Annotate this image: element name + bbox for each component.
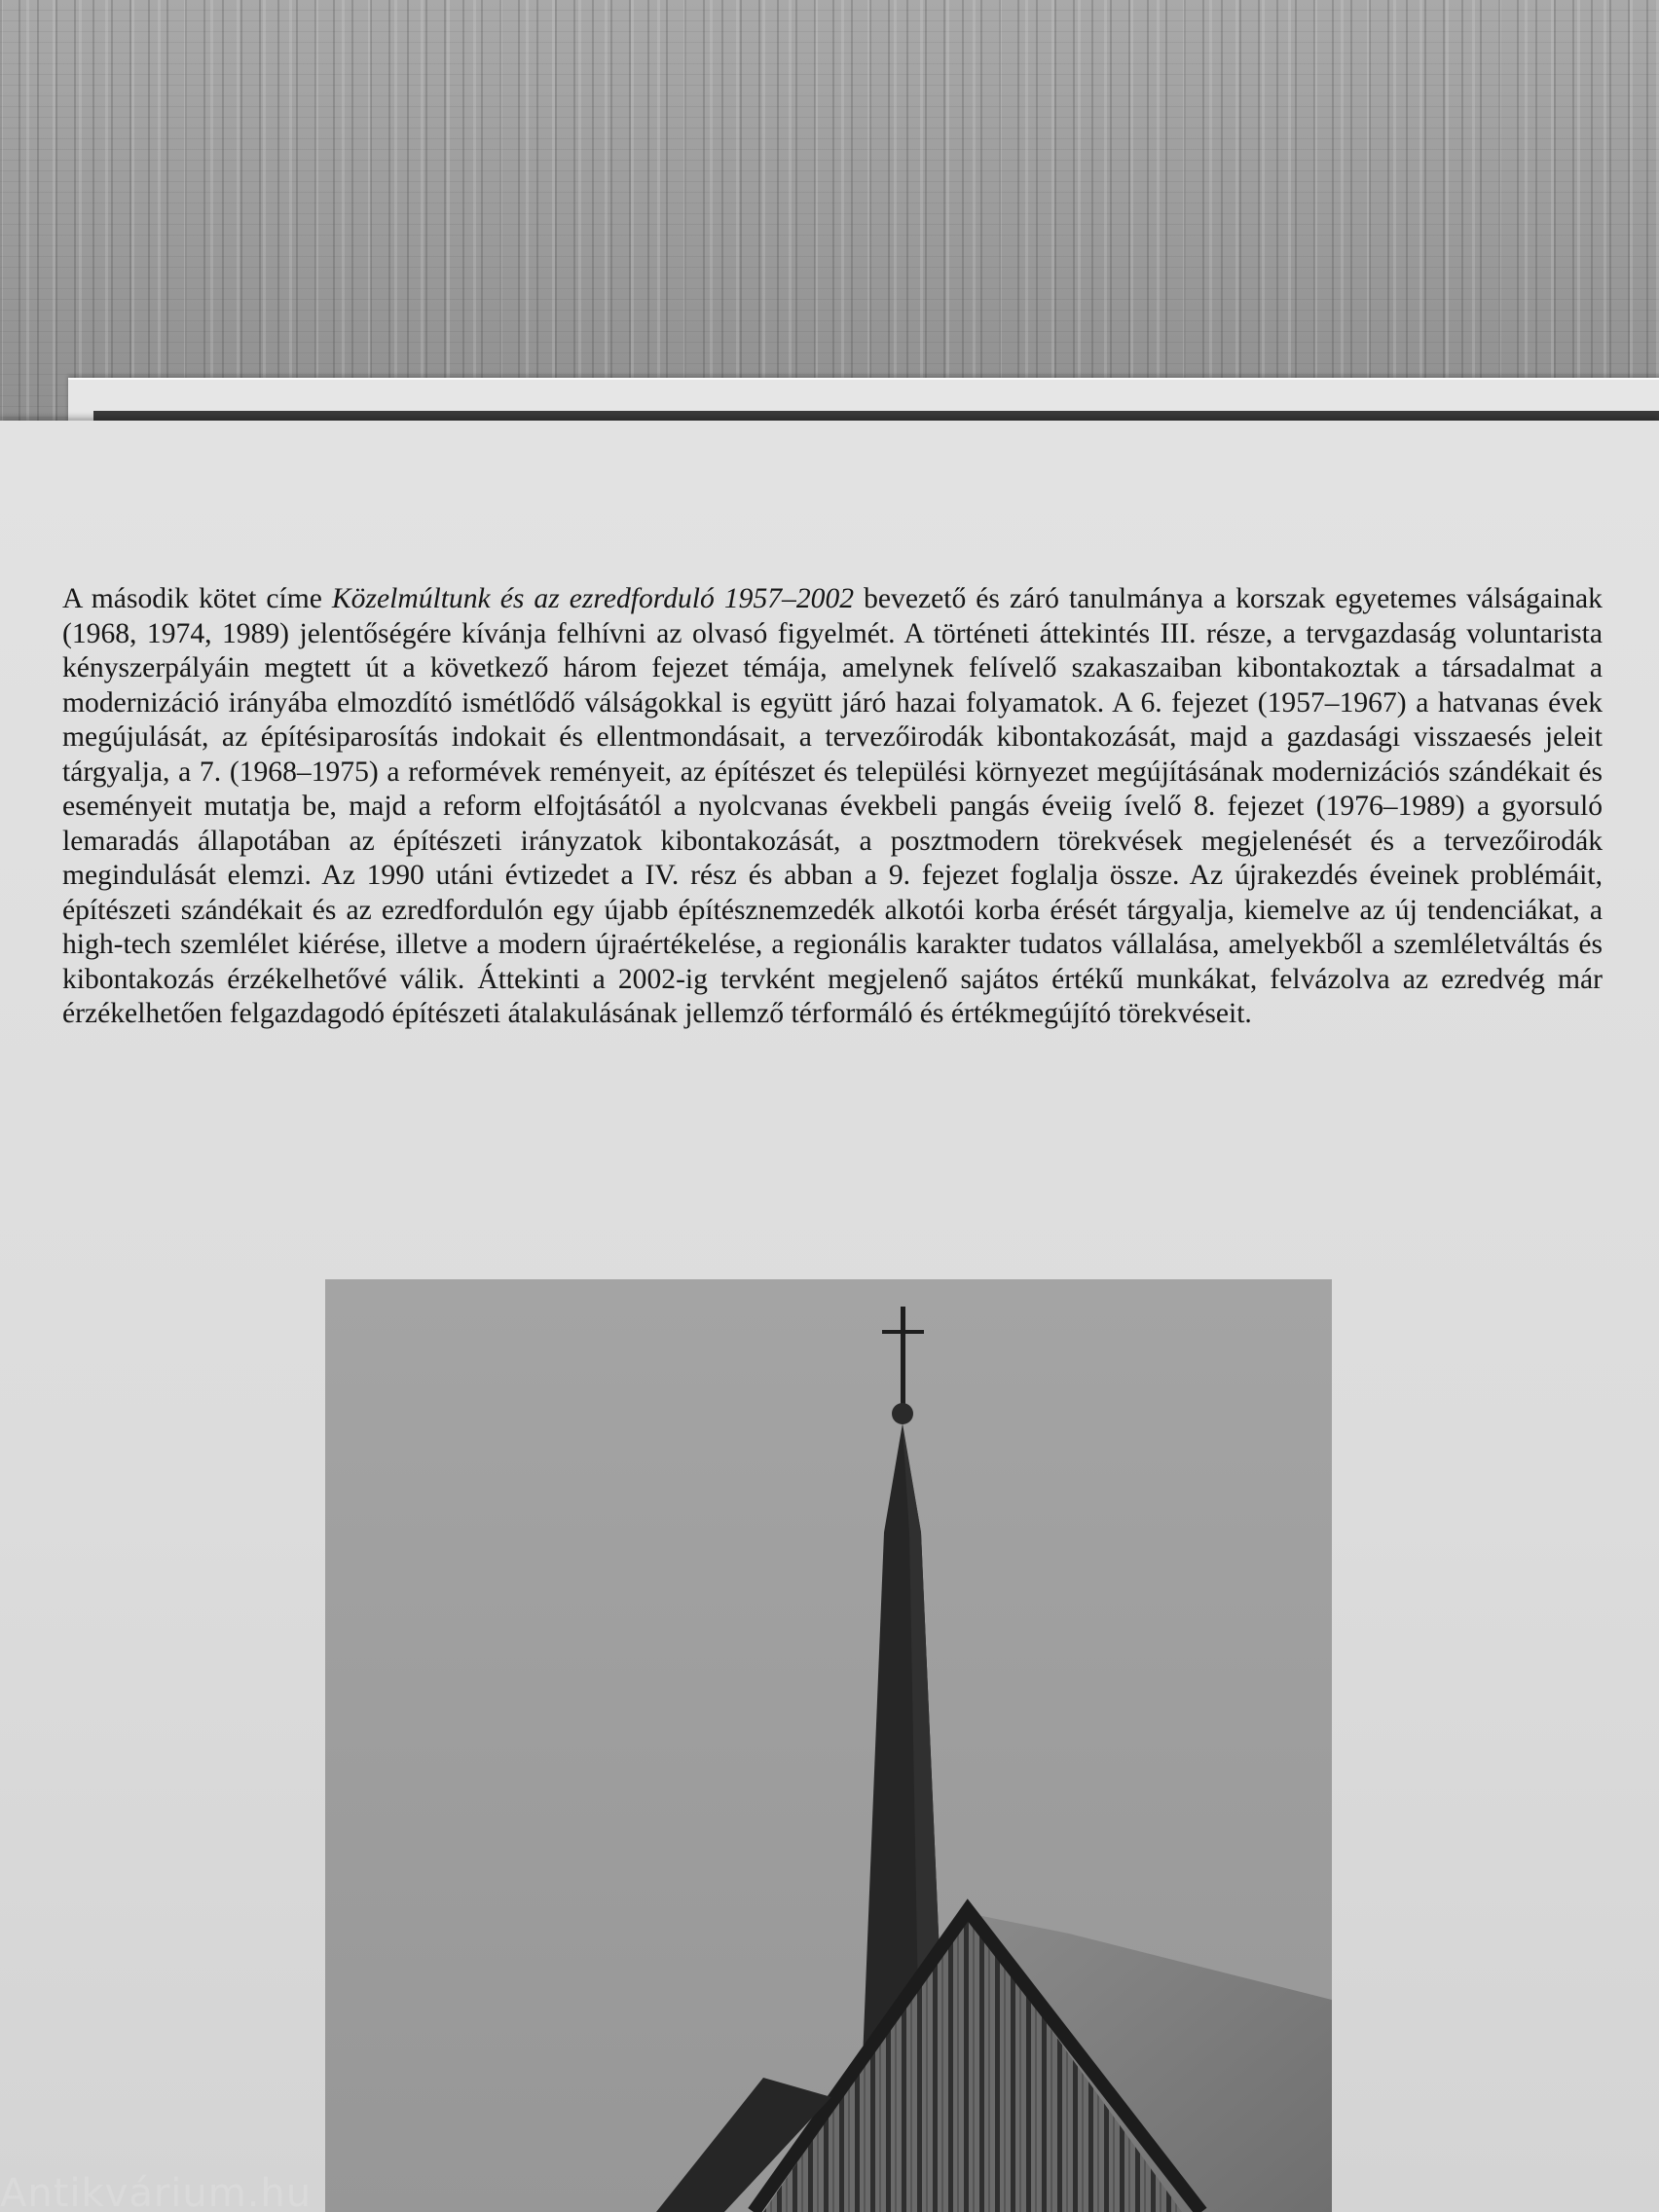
watermark: Antikvárium.hu (0, 2171, 313, 2212)
church-spire-photo (325, 1279, 1332, 2212)
church-spire-illustration (325, 1279, 1332, 2212)
paragraph-body: bevezető és záró tanulmánya a korszak egyetemes válságainak (1968, 1974, 1989) jelentőségére kívánja felhívni az olvasó figyelmét. A történeti áttekintés III. része, a tervgazdaság voluntarista kényszerpályáin megtett út a következő három fejezet témája, amelynek felívelő szakaszaiban kibontakoztak a társadalmat a modernizáció irányába elmozdító ismétlődő válságokkal is együtt járó hazai folyamatok. A 6. fejezet (1957–1967) a hatvanas évek megújulását, az építésiparosítás indokait és ellentmondásait, a tervezőirodák kibontakozását, majd a gazdasági visszaesés jeleit tárgyalja, a 7. (1968–1975) a reformévek reményeit, az építészet és települési környezet megújításának modernizációs szándékait és eseményeit mutatja be, majd a reform elfojtásától a nyolcvanas évekbeli pangás éveiig ívelő 8. fejezet (1976–1989) a gyorsuló lemaradás állapotában az építészeti irányzatok kibontakozását, a posztmodern törekvések megjelenését és a tervezőirodák megindulását elemzi. Az 1990 utáni évtizedet a IV. rész és abban a 9. fejezet foglalja össze. Az újrakezdés éveinek problémáit, építészeti szándékait és az ezredfordulón egy újabb építésznemzedék alkotói korba érését tárgyalja, kiemelve az új tendenciákat, a high-tech szemlélet kiérése, illetve a modern újraértékelése, a regionális karakter tudatos vállalása, amelyekből a szemléletváltás és kibontakozás érzékelhetővé válik. Áttekinti a 2002-ig tervként megjelenő sajátos értékű munkákat, felvázolva az ezredvég már érzékelhetően felgazdagodó építészeti átalakulásának jellemző térformáló és értékmegújító törekvéseit. (62, 583, 1603, 1029)
book-page (0, 421, 1659, 2212)
book-title: Közelmúltunk és az ezredforduló 1957–2002 (331, 583, 855, 614)
description-paragraph (62, 582, 1603, 1032)
paragraph-lead: A második kötet címe (62, 583, 332, 614)
wallpaper-background (0, 0, 1659, 428)
spire-orb (892, 1403, 913, 1424)
